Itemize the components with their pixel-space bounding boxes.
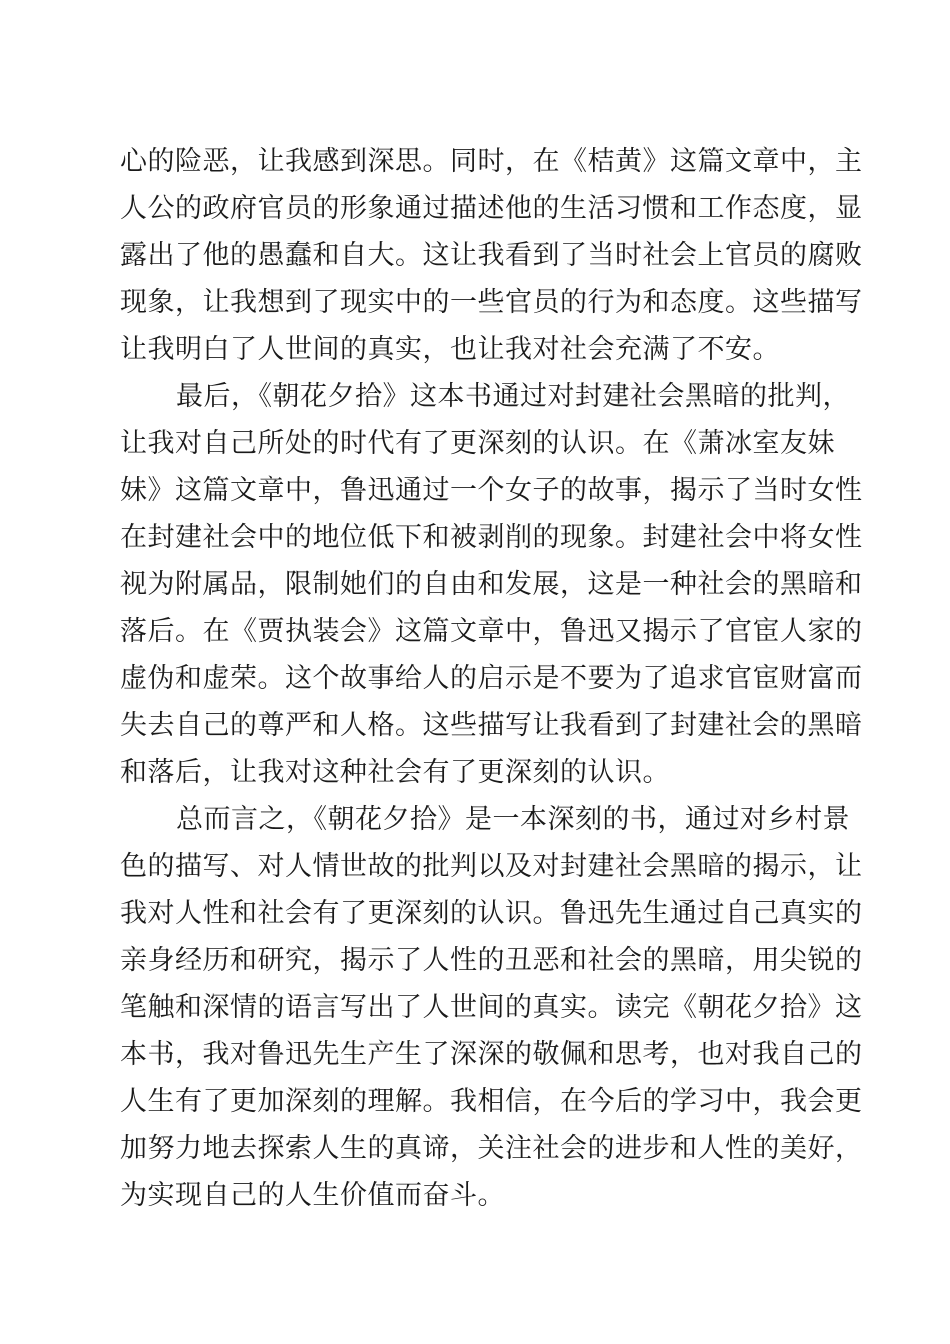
text-line: 总而言之，《朝花夕拾》是一本深刻的书，通过对乡村景 (176, 804, 850, 835)
text-line: 在封建社会中的地位低下和被剥削的现象。封建社会中将女性 (120, 522, 863, 553)
text-line: 让我明白了人世间的真实，也让我对社会充满了不安。 (120, 334, 780, 365)
text-line: 虚伪和虚荣。这个故事给人的启示是不要为了追求官宦财富而 (120, 663, 863, 694)
text-line: 落后。在《贾执装会》这篇文章中，鲁迅又揭示了官宦人家的 (120, 616, 863, 647)
text-line: 亲身经历和研究，揭示了人性的丑恶和社会的黑暗，用尖锐的 (120, 945, 863, 976)
text-line: 妹》这篇文章中，鲁迅通过一个女子的故事，揭示了当时女性 (120, 475, 863, 506)
text-line: 心的险恶，让我感到深思。同时，在《桔黄》这篇文章中，主 (120, 146, 863, 177)
text-line: 和落后，让我对这种社会有了更深刻的认识。 (120, 757, 670, 788)
text-line: 让我对自己所处的时代有了更深刻的认识。在《萧冰室友妹 (120, 428, 835, 459)
text-line: 现象，让我想到了现实中的一些官员的行为和态度。这些描写 (120, 287, 863, 318)
text-line: 失去自己的尊严和人格。这些描写让我看到了封建社会的黑暗 (120, 710, 863, 741)
text-line: 色的描写、对人情世故的批判以及对封建社会黑暗的揭示，让 (120, 851, 863, 882)
text-line: 本书，我对鲁迅先生产生了深深的敬佩和思考，也对我自己的 (120, 1039, 863, 1070)
text-line: 最后，《朝花夕拾》这本书通过对封建社会黑暗的批判， (176, 381, 850, 412)
text-line: 露出了他的愚蠢和自大。这让我看到了当时社会上官员的腐败 (120, 240, 863, 271)
text-line: 人公的政府官员的形象通过描述他的生活习惯和工作态度，显 (120, 193, 863, 224)
document-body (120, 138, 863, 1219)
paragraph-3 (120, 796, 863, 1219)
text-line: 笔触和深情的语言写出了人世间的真实。读完《朝花夕拾》这 (120, 992, 863, 1023)
text-line: 人生有了更加深刻的理解。我相信，在今后的学习中，我会更 (120, 1086, 863, 1117)
text-line: 加努力地去探索人生的真谛，关注社会的进步和人性的美好， (120, 1133, 863, 1164)
text-line: 为实现自己的人生价值而奋斗。 (120, 1180, 505, 1211)
paragraph-2 (120, 373, 863, 796)
text-line: 视为附属品，限制她们的自由和发展，这是一种社会的黑暗和 (120, 569, 863, 600)
text-line: 我对人性和社会有了更深刻的认识。鲁迅先生通过自己真实的 (120, 898, 863, 929)
paragraph-1 (120, 138, 863, 373)
